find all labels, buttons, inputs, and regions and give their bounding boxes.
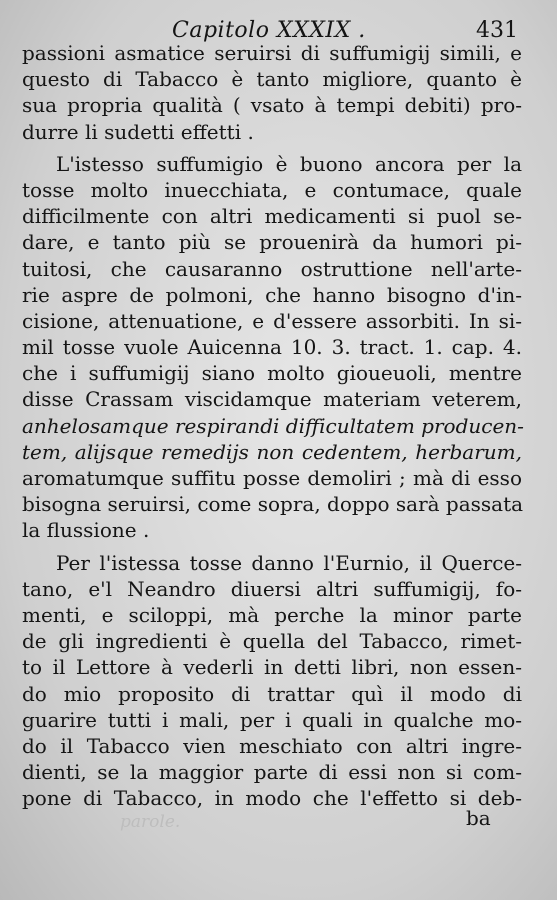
paragraph [22,40,522,145]
text-line: rie aspre de polmoni, che hanno bisogno d'in- [22,282,522,307]
text-line: de gli ingredienti è quella del Tabacco, rimet- [22,629,522,654]
text-line: tuitosi, che causaranno ostruttione nell'arte- [22,256,522,281]
text-line: difficilmente con altri medicamenti si puol se- [22,204,522,229]
text-line: tosse molto inuecchiata, e contumace, quale [22,177,522,202]
body-text [22,40,522,811]
text-line: pone di Tabacco, in modo che l'effetto si deb- [22,786,522,811]
text-line: do mio proposito di trattar quì il modo di [22,681,522,706]
paragraph [22,151,522,544]
paragraph [22,550,522,812]
text-line: bisogna seruirsi, come sopra, doppo sarà passata [22,492,524,517]
text-line: durre li sudetti effetti . [22,119,254,144]
chapter-title: Capitolo XXXIX . [172,18,366,43]
text-line: mil tosse vuole Auicenna 10. 3. tract. 1. cap. 4. [22,335,522,360]
text-line: la flussione . [22,518,150,543]
text-line-italic: anhelosamque respirandi difficultatem producen- [22,413,524,438]
text-line: L'istesso suffumigio è buono ancora per la [56,151,522,176]
text-line: aromatumque suffitu posse demoliri ; mà di esso [22,466,522,490]
text-line: guarire tutti i mali, per i quali in qualche mo- [22,707,522,732]
text-line: menti, e sciloppi, mà perche la minor parte [22,602,522,627]
text-line: dare, e tanto più se prouenirà da humori pi- [22,230,522,255]
catchword: ba [466,806,491,830]
text-line: to il Lettore à vederli in detti libri, non essen- [22,655,522,680]
text-line: disse Crassam viscidamque materiam veterem, [22,387,522,412]
text-line-italic: tem, alijsque remedijs non cedentem, herbarum, [22,439,522,464]
text-line: passioni asmatice seruirsi di suffumigij simili, e [22,41,522,65]
page-number: 431 [476,18,518,43]
text-line: questo di Tabacco è tanto migliore, quanto è [22,67,522,92]
text-line: sua propria qualità ( vsato à tempi debiti) pro- [22,93,522,118]
bleed-through-text: parole. [120,812,181,832]
text-line: tano, e'l Neandro diuersi altri suffumigij, fo- [22,576,522,601]
text-line: Per l'istessa tosse danno l'Eurnio, il Querce- [56,550,522,575]
text-line: cisione, attenuatione, e d'essere assorbiti. In si- [22,308,522,333]
text-line: che i suffumigij siano molto gioueuoli, mentre [22,361,522,386]
text-line: dienti, se la maggior parte di essi non si com- [22,760,522,785]
text-line: do il Tabacco vien meschiato con altri ingre- [22,733,522,758]
